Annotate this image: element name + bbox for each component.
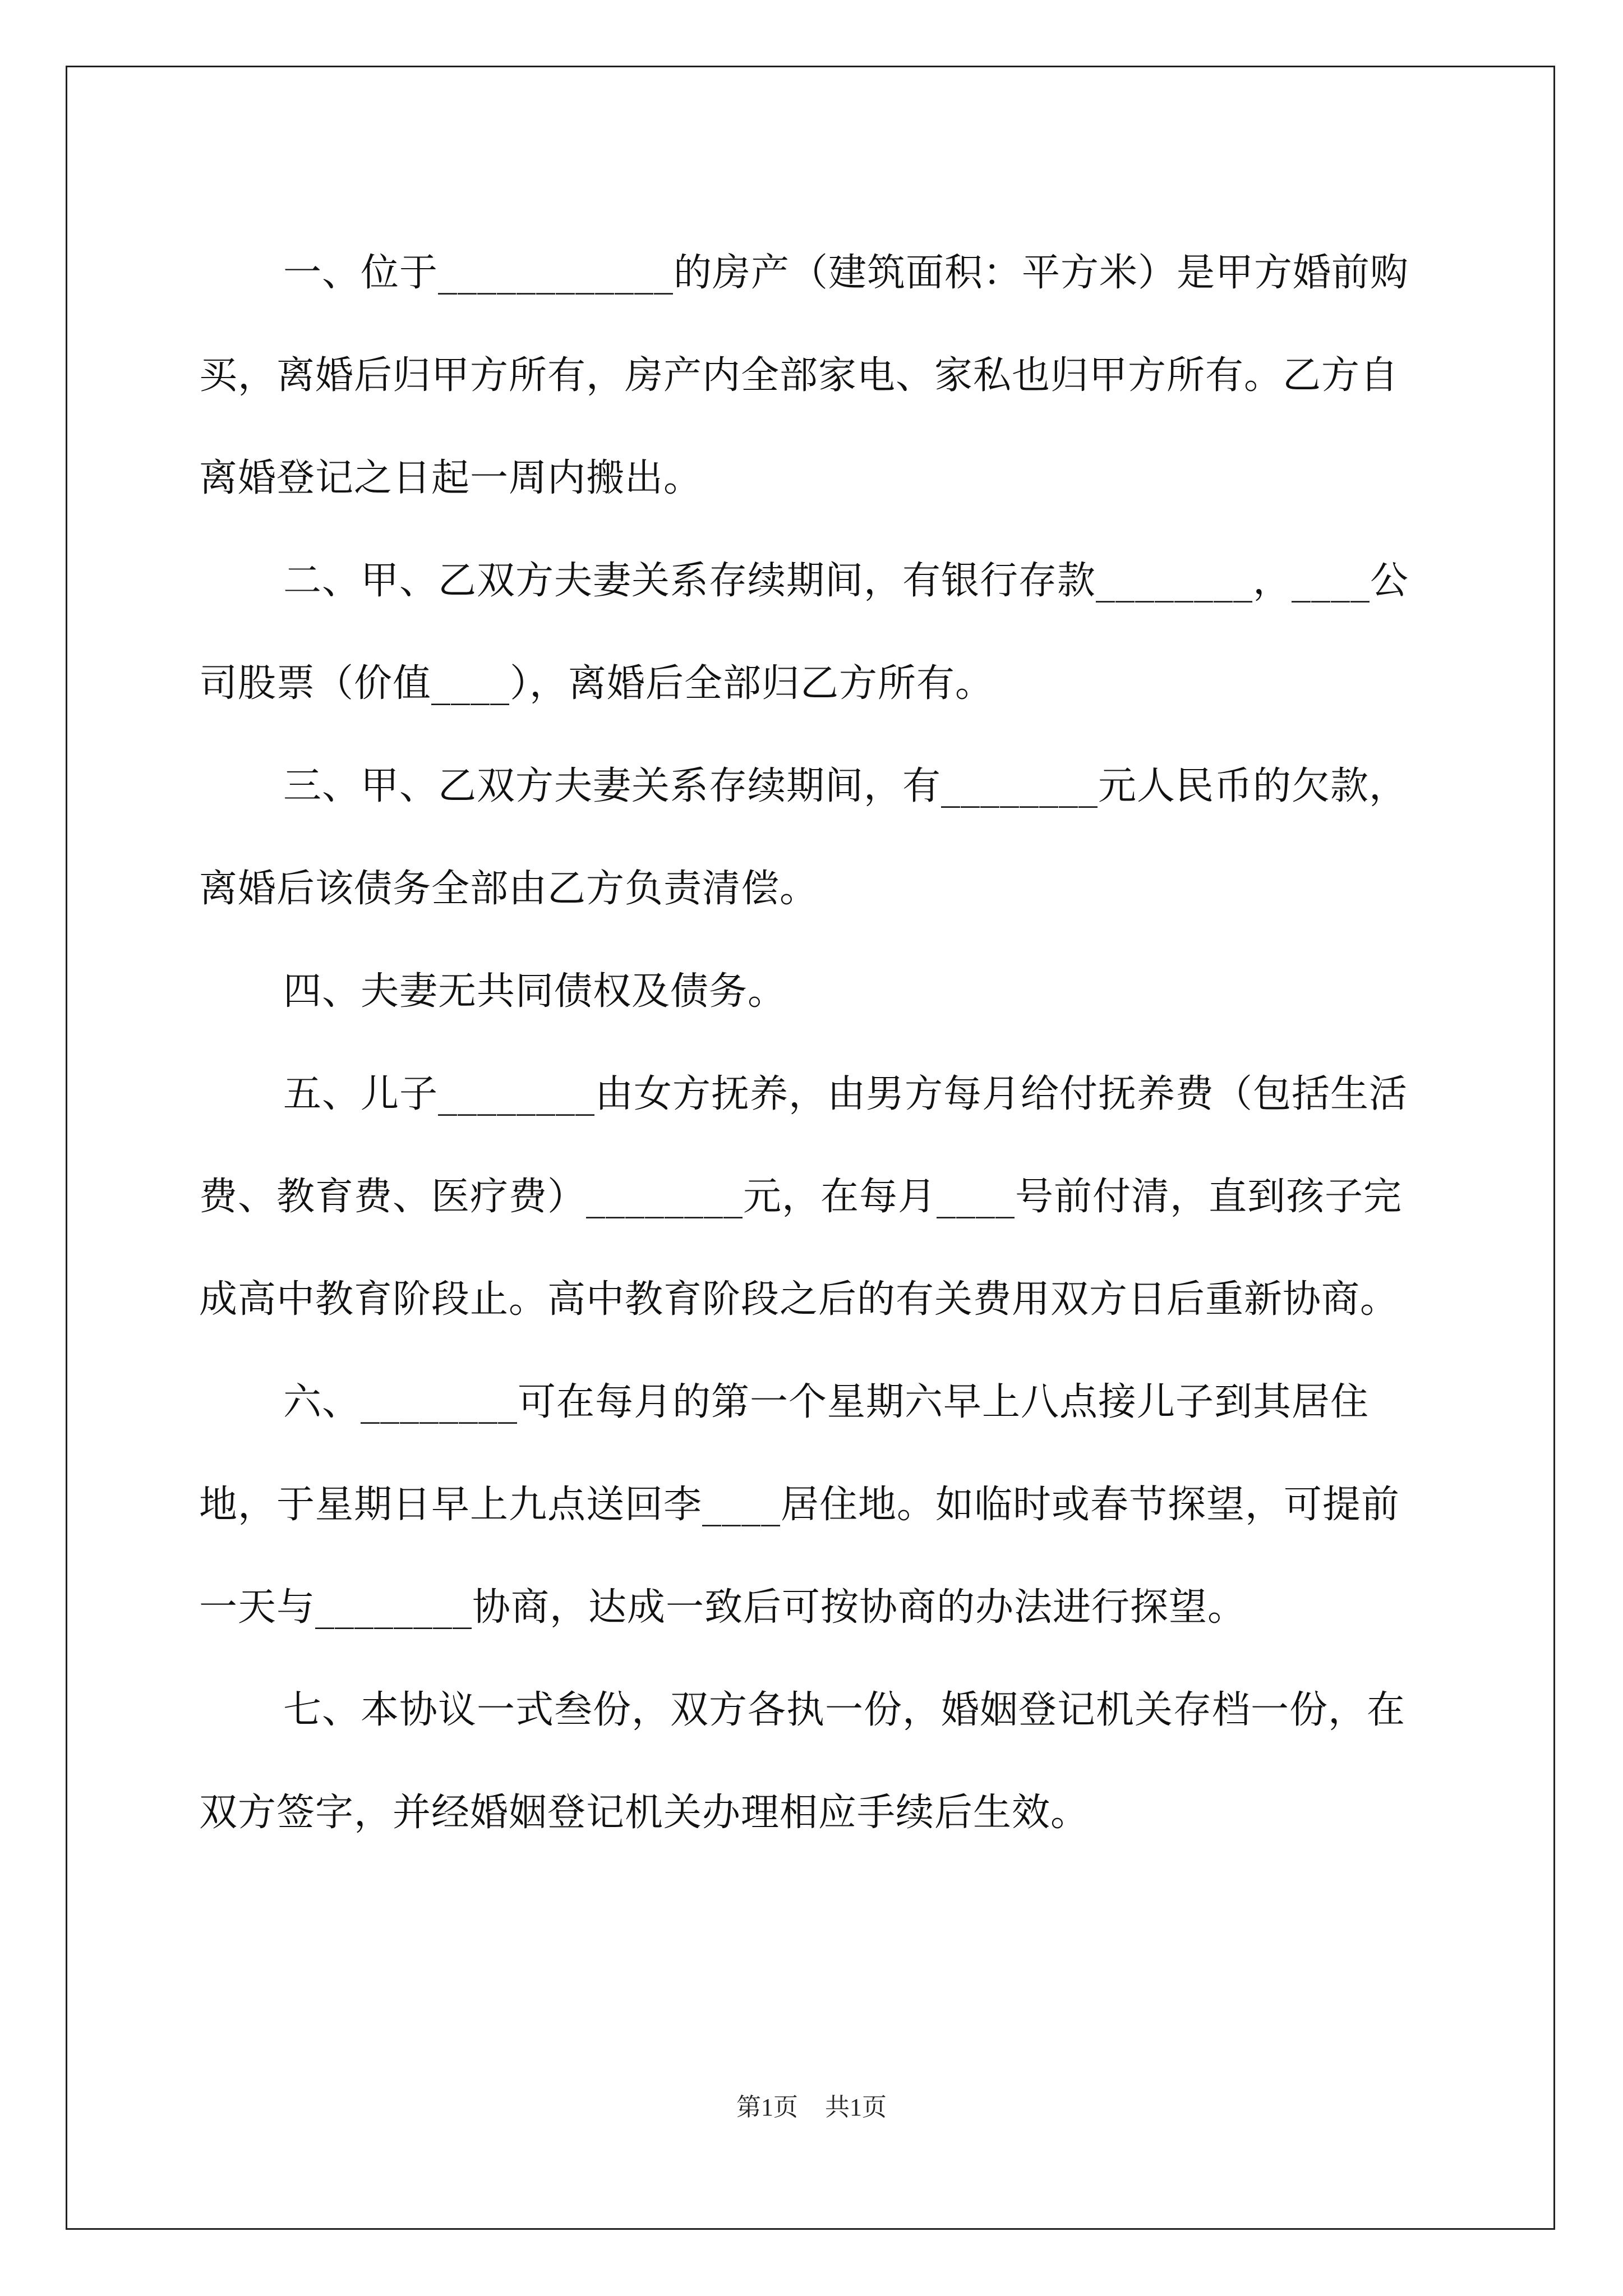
document-body — [199, 222, 1427, 1864]
clause-7: 七、本协议一式叁份，双方各执一份，婚姻登记机关存档一份，在双方签字，并经婚姻登记机关办理相应手续后生效。 — [199, 1688, 1406, 1835]
clause-2: 二、甲、乙双方夫妻关系存续期间，有银行存款________，____公司股票（价值____），离婚后全部归乙方所有。 — [199, 559, 1409, 706]
page-footer — [0, 2087, 1623, 2123]
clause-6: 六、________可在每月的第一个星期六早上八点接儿子到其居住地，于星期日早上九点送回李____居住地。如临时或春节探望，可提前一天与________协商，达成一致后可按协商的办法进行探望。 — [199, 1380, 1400, 1630]
clause-5: 五、儿子________由女方抚养，由男方每月给付抚养费（包括生活费、教育费、医疗费）________元，在每月____号前付清，直到孩子完成高中教育阶段止。高中教育阶段之后的有关费用双方日后重新协商。 — [199, 1072, 1408, 1322]
clause-4: 四、夫妻无共同债权及债务。 — [283, 969, 787, 1014]
clause-3: 三、甲、乙双方夫妻关系存续期间，有________元人民币的欠款，离婚后该债务全部由乙方负责清偿。 — [199, 764, 1408, 911]
page-number: 第1页 — [736, 2093, 798, 2121]
page-total: 共1页 — [825, 2093, 887, 2121]
clause-1: 一、位于____________的房产（建筑面积：平方米）是甲方婚前购买，离婚后归甲方所有，房产内全部家电、家私也归甲方所有。乙方自离婚登记之日起一周内搬出。 — [199, 251, 1409, 500]
